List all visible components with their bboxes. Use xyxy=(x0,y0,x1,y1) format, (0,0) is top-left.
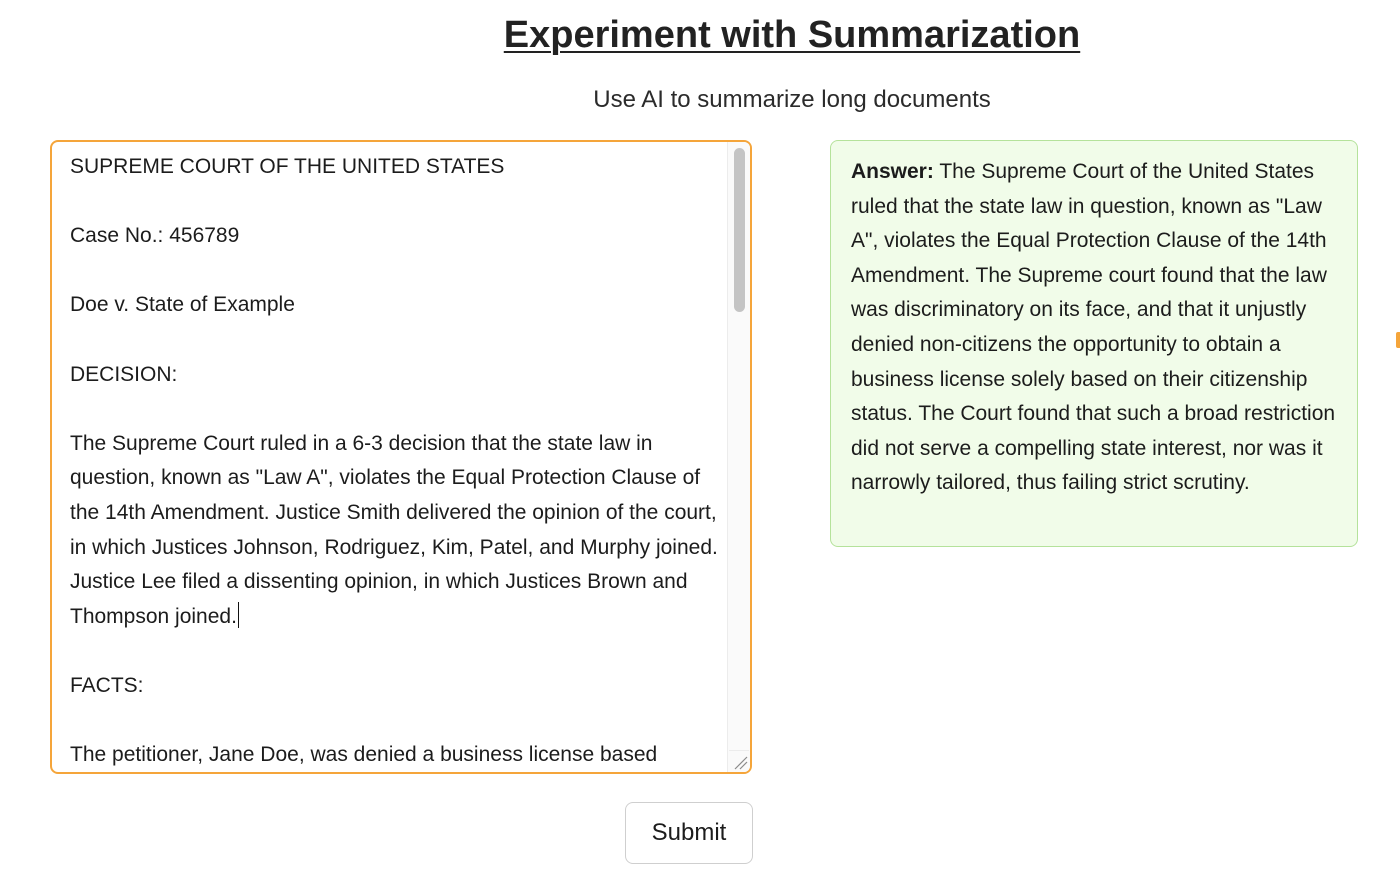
answer-panel xyxy=(830,140,1358,547)
textarea-scrollbar[interactable] xyxy=(727,142,750,772)
scrollbar-thumb[interactable] xyxy=(734,148,745,312)
resize-handle-icon[interactable] xyxy=(729,750,749,771)
page-title: Experiment with Summarization xyxy=(503,14,1081,56)
submit-button[interactable]: Submit xyxy=(625,802,753,864)
document-textarea[interactable] xyxy=(50,140,752,774)
page-subtitle: Use AI to summarize long documents xyxy=(593,86,991,113)
document-text-after-caret: FACTS: The petitioner, Jane Doe, was denied a business license based xyxy=(70,673,658,767)
edge-indicator xyxy=(1396,332,1400,348)
text-caret xyxy=(238,602,239,628)
document-text-before-caret: SUPREME COURT OF THE UNITED STATES Case No.: 456789 Doe v. State of Example DECISION: The Supreme Court ruled in a 6-3 decision that the state law in question, known as "Law A", violates the Equal Protection Clause of the 14th Amendment. Justice Smith delivered the opinion of the court, in which Justices Johnson, Rodriguez, Kim, Patel, and Murphy joined. Justice Lee filed a dissenting opinion, in which Justices Brown and Thompson joined. xyxy=(70,155,718,628)
answer-label: Answer: xyxy=(851,160,934,183)
answer-text: The Supreme Court of the United States ruled that the state law in question, known as "Law A", violates the Equal Protection Clause of the 14th Amendment. The Supreme court found that the law was discriminatory on its face, and that it unjustly denied non-citizens the opportunity to obtain a business license solely based on their citizenship status. The Court found that such a broad restriction did not serve a compelling state interest, nor was it narrowly tailored, thus failing strict scrutiny. xyxy=(851,160,1336,495)
document-text[interactable] xyxy=(70,150,720,773)
